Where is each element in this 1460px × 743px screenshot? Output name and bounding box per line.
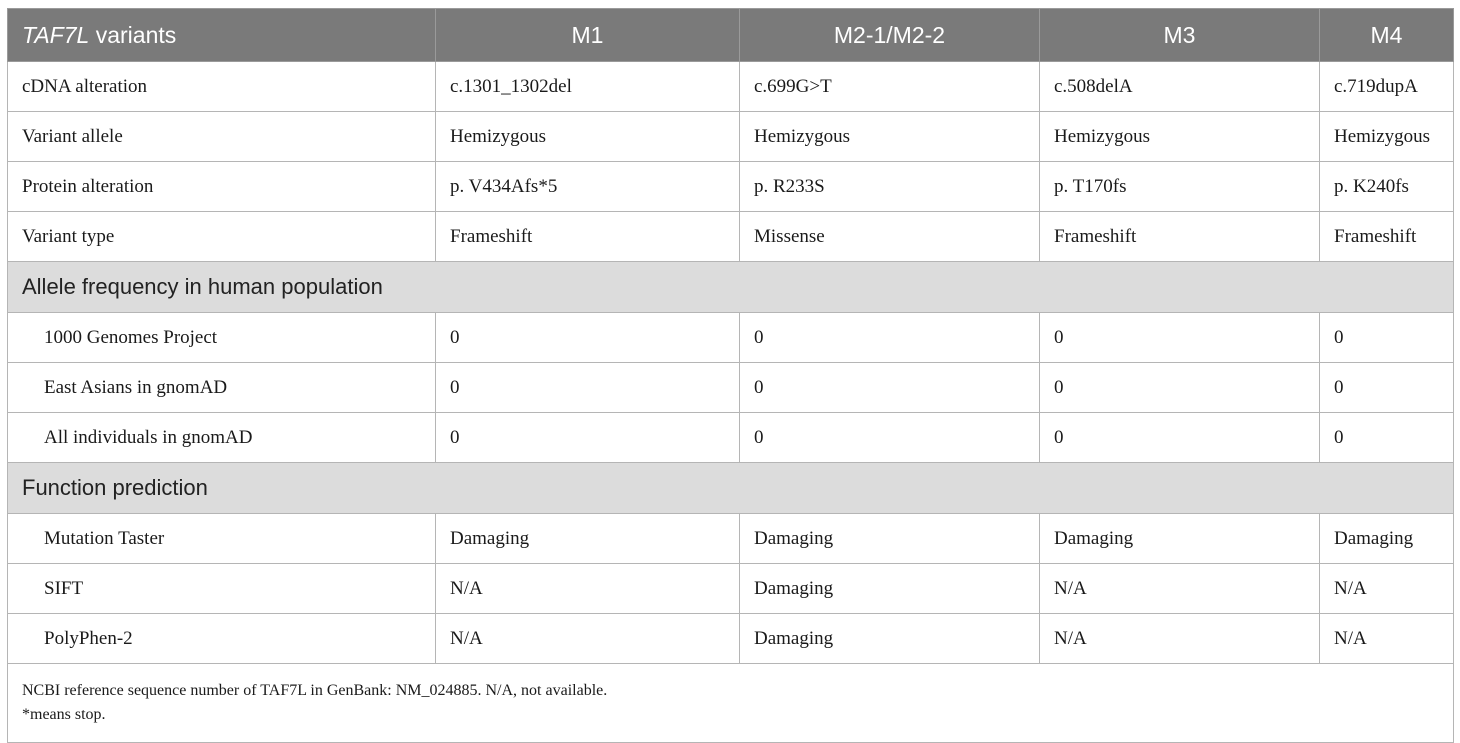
cell: N/A (1040, 564, 1320, 614)
cell: 0 (1320, 313, 1454, 363)
footnote (8, 664, 1454, 743)
cell: 0 (1040, 363, 1320, 413)
table-row (8, 162, 1454, 212)
table-row (8, 564, 1454, 614)
table-row (8, 514, 1454, 564)
cell: Hemizygous (740, 112, 1040, 162)
cell: 0 (436, 313, 740, 363)
cell: c.699G>T (740, 62, 1040, 112)
header-gene-name: TAF7L (22, 21, 90, 48)
header-m1: M1 (436, 9, 740, 62)
header-row (8, 9, 1454, 62)
cell: Hemizygous (436, 112, 740, 162)
cell: Damaging (1320, 514, 1454, 564)
header-m2: M2-1/M2-2 (740, 9, 1040, 62)
row-label: Variant type (8, 212, 436, 262)
table-row (8, 212, 1454, 262)
row-label: cDNA alteration (8, 62, 436, 112)
cell: c.508delA (1040, 62, 1320, 112)
cell: 0 (436, 413, 740, 463)
table-row (8, 413, 1454, 463)
cell: N/A (1320, 614, 1454, 664)
cell: N/A (1040, 614, 1320, 664)
cell: Damaging (740, 564, 1040, 614)
cell: p. K240fs (1320, 162, 1454, 212)
cell: 0 (436, 363, 740, 413)
cell: p. V434Afs*5 (436, 162, 740, 212)
header-m3: M3 (1040, 9, 1320, 62)
cell: N/A (436, 564, 740, 614)
section-header-allele (8, 262, 1454, 313)
cell: Frameshift (1040, 212, 1320, 262)
cell: Hemizygous (1040, 112, 1320, 162)
row-label: Mutation Taster (8, 514, 436, 564)
footnote-line-1: NCBI reference sequence number of TAF7L in GenBank: NM_024885. N/A, not available. (22, 682, 608, 699)
header-variants (8, 9, 436, 62)
header-m4: M4 (1320, 9, 1454, 62)
variants-table (7, 8, 1454, 743)
cell: 0 (1320, 413, 1454, 463)
cell: 0 (740, 413, 1040, 463)
cell: Missense (740, 212, 1040, 262)
section-title: Function prediction (8, 463, 1454, 514)
cell: Damaging (740, 614, 1040, 664)
row-label: East Asians in gnomAD (8, 363, 436, 413)
cell: Damaging (1040, 514, 1320, 564)
cell: 0 (1040, 413, 1320, 463)
table-row (8, 112, 1454, 162)
cell: Hemizygous (1320, 112, 1454, 162)
section-header-function (8, 463, 1454, 514)
section-title: Allele frequency in human population (8, 262, 1454, 313)
cell: Frameshift (436, 212, 740, 262)
row-label: SIFT (8, 564, 436, 614)
table-container (7, 8, 1453, 743)
row-label: 1000 Genomes Project (8, 313, 436, 363)
footnote-row (8, 664, 1454, 743)
table-row (8, 62, 1454, 112)
cell: c.1301_1302del (436, 62, 740, 112)
row-label: PolyPhen-2 (8, 614, 436, 664)
cell: 0 (740, 313, 1040, 363)
row-label: Protein alteration (8, 162, 436, 212)
cell: p. R233S (740, 162, 1040, 212)
table-row (8, 614, 1454, 664)
footnote-line-2: *means stop. (22, 706, 106, 723)
cell: N/A (436, 614, 740, 664)
table-row (8, 363, 1454, 413)
row-label: All individuals in gnomAD (8, 413, 436, 463)
cell: c.719dupA (1320, 62, 1454, 112)
cell: 0 (740, 363, 1040, 413)
cell: 0 (1320, 363, 1454, 413)
cell: Damaging (740, 514, 1040, 564)
cell: N/A (1320, 564, 1454, 614)
cell: p. T170fs (1040, 162, 1320, 212)
row-label: Variant allele (8, 112, 436, 162)
table-row (8, 313, 1454, 363)
cell: 0 (1040, 313, 1320, 363)
cell: Damaging (436, 514, 740, 564)
header-variants-suffix: variants (89, 21, 177, 48)
cell: Frameshift (1320, 212, 1454, 262)
